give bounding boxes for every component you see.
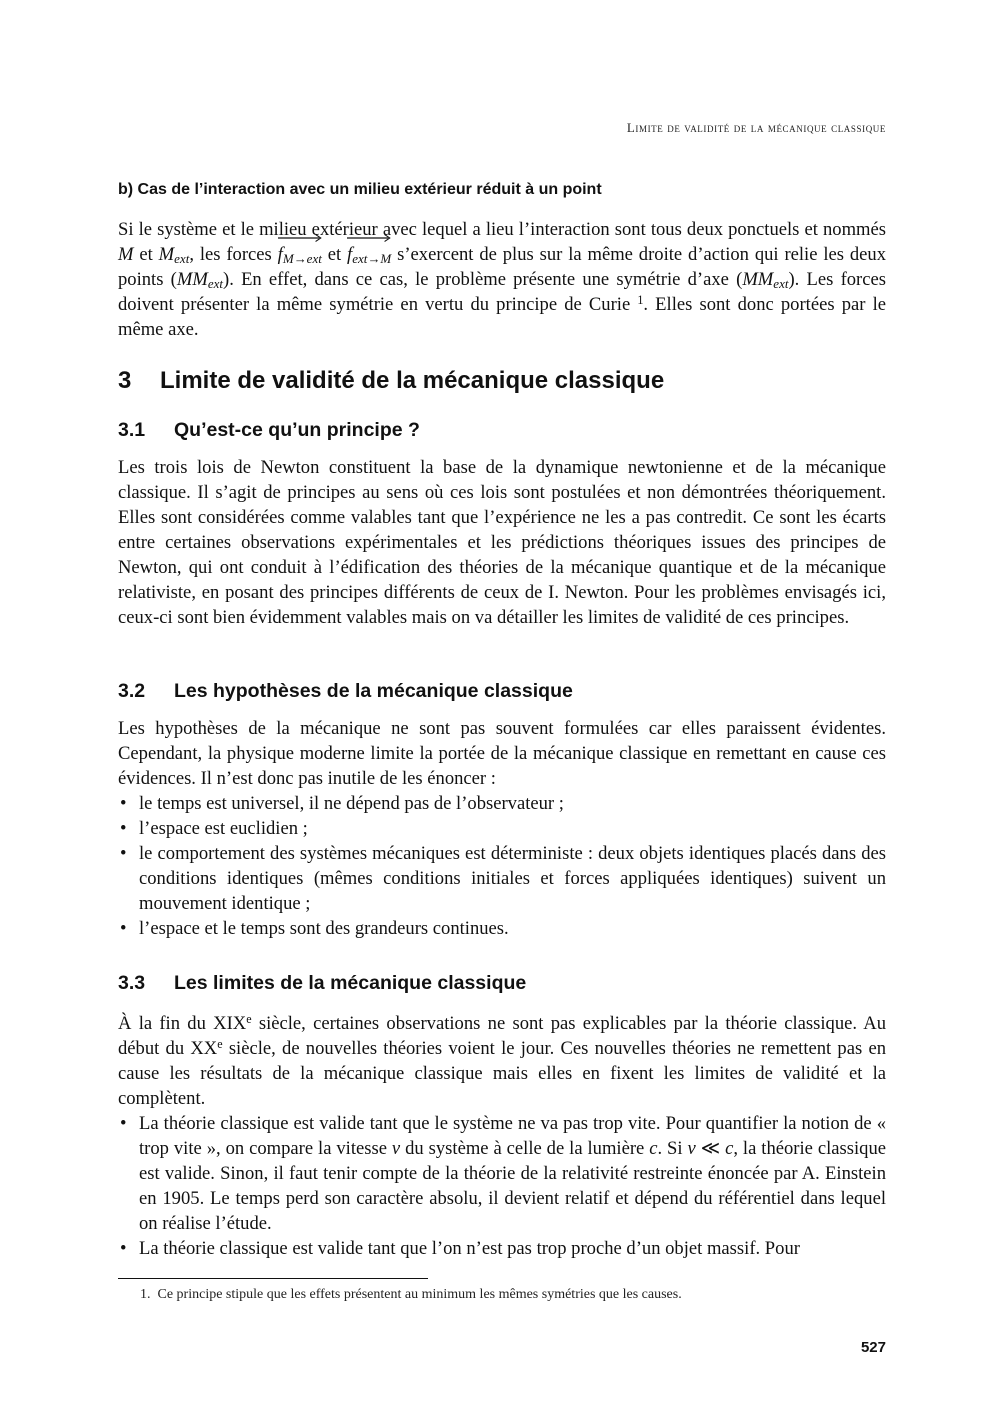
section-3-3-heading: 3.3 Les limites de la mécanique classique [118,972,527,994]
footnote: 1. Ce principe stipule que les effets présentent au minimum les mêmes symétries que les causes. [140,1287,682,1302]
hypotheses-list [118,791,886,941]
section-title: Limite de validité de la mécanique classique [160,367,665,394]
section-3-1-heading: 3.1 Qu’est-ce qu’un principe ? [118,419,420,441]
section-3-3-body [118,1011,886,1261]
list-item: • l’espace et le temps sont des grandeurs continues. [120,918,509,939]
footnote-ref: 1 [637,293,644,307]
list-item: • le temps est universel, il ne dépend pas de l’observateur ; [120,793,564,814]
section-3-heading [118,367,664,395]
page-number: 527 [860,1339,886,1356]
section-3-2-body [118,716,886,941]
footnote-rule [118,1278,428,1279]
section-3-2-heading: 3.2 Les hypothèses de la mécanique classique [118,680,573,702]
subsection-b-title: b) Cas de l’interaction avec un milieu extérieur réduit à un point [118,181,602,198]
limits-list [118,1111,886,1261]
section-3-2-paragraph: Les hypothèses de la mécanique ne sont pas souvent formulées car elles paraissent évidentes. Cependant, la physique moderne limite la portée de la mécanique classique en remettant en cause ces évidences. Il n’est donc pas inutile de les énoncer : [118,718,886,789]
section-3-1-paragraph: Les trois lois de Newton constituent la base de la dynamique newtonienne et de la mécanique classique. Il s’agit de principes au sens où ces lois sont postulées et non démontrées théoriquement. Elles sont considérées comme valables tant que l’expérience ne les a pas contredit. Ce sont les écarts entre certaines observations expérimentales et les prédictions théoriques issues des principes de Newton, qui ont conduit à l’édification des théories de la mécanique quantique et de la mécanique relativiste, en posant des principes différents de ceux de I. Newton. Pour les problèmes envisagés ici, ceux-ci sont bien évidemment valables mais on va détailler les limites de validité de ces principes. [118,457,886,628]
force-vector-m-ext: $f_{M\to ext}$ [278,242,322,267]
subsection-b-paragraph: Si le système et le milieu extérieur avec lequel a lieu l’interaction sont tous deux ponctuels et nommés M et $M_{ext}$, les forces $f_{M\to ext}$ et $f_{ext\to M}$ s’exercent de plus sur la même droite d’action qui relie les deux points $(MM_{ext})$. En effet, dans ce cas, le problème présente une symétrie d’axe $(MM_{ext})$. Les forces doivent présenter la même symétrie en vertu du principe de Curie $^1$. Elles sont donc portées par le même axe. [118,219,887,340]
list-item: • l’espace est euclidien ; [120,818,308,839]
section-3-3-paragraph: À la fin du XIXe siècle, certaines observations ne sont pas explicables par la théorie classique. Au début du XXe siècle, de nouvelles théories voient le jour. Ces nouvelles théories ne remettent pas en cause les résultats de la mécanique classique mais elles en fixent les limites de validité et la complètent. [118,1012,886,1109]
section-number: 3 [118,367,132,394]
list-item: • La théorie classique est valide tant que l’on n’est pas trop proche d’un objet massif. Pour [120,1238,800,1259]
force-vector-ext-m: $f_{ext\to M}$ [347,242,391,267]
list-item: • La théorie classique est valide tant que le système ne va pas trop vite. Pour quantifier la notion de « trop vite », on compare la vitesse v du système à celle de la lumière c. Si v ≪ c, la théorie classique est valide. Sinon, il faut tenir compte de la théorie de la relativité restreinte énoncée par A. Einstein en 1905. Le temps perd son caractère absolu, il devient relatif et dépend du référentiel dans lequel on réalise l’étude. [120,1113,886,1234]
list-item: • le comportement des systèmes mécaniques est déterministe : deux objets identiques placés dans des conditions identiques (mêmes conditions initiales et forces appliquées identiques) suivent un mouvement identique ; [120,843,886,914]
running-head: Limite de validité de la mécanique classique [626,120,886,135]
